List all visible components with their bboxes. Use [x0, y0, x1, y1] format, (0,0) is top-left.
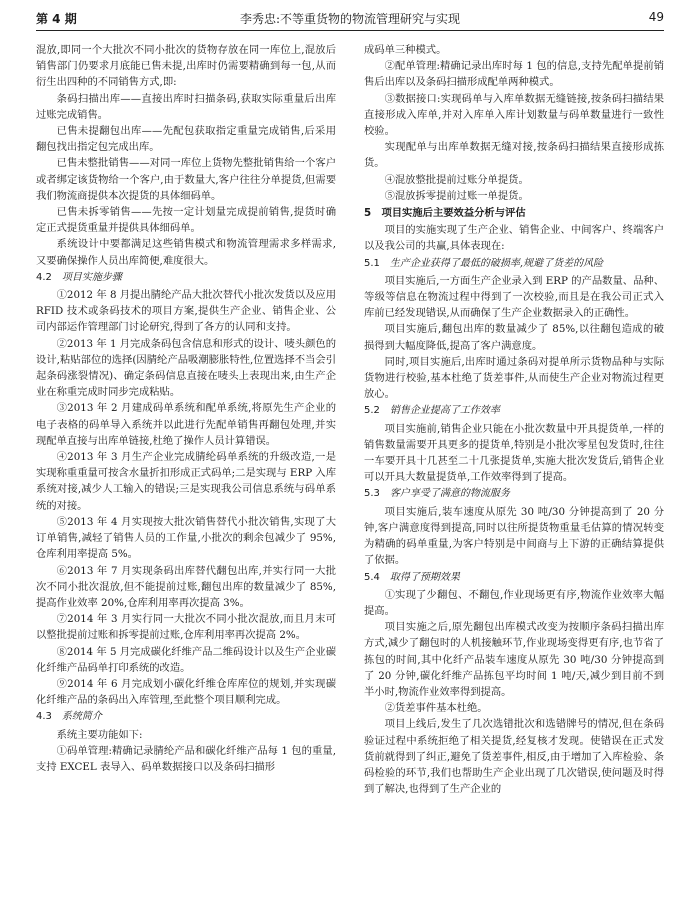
paragraph: 条码扫描出库——直接出库时扫描条码,获取实际重量后出库过账完成销售。: [36, 92, 336, 121]
paragraph: ⑤2013 年 4 月实现按大批次销售替代小批次销售,实现了大订单销售,减轻了销售人员的工作量,小批次的剩余包减少了 95%,仓库利用率提高 5%。: [36, 515, 336, 561]
paragraph: 已售未整批销售——对同一库位上货物先整批销售给一个客户或者绑定该货物给一个客户,由于数量大,客户往往分单提货,但需要我们物流商提供本次提货的具体细码单。: [36, 157, 336, 202]
paragraph: 系统主要功能如下:: [56, 728, 143, 741]
section-title: 取得了预期效果: [389, 571, 460, 583]
section-title: 项目实施步骤: [61, 271, 122, 283]
section-number: 5.1: [364, 257, 380, 269]
section-number: 5.3: [364, 488, 380, 500]
paragraph: 系统设计中要都满足这些销售模式和物流管理需求多样需求,又要确保操作人员出库简便,难度很大。: [36, 238, 336, 267]
paragraph: ①实现了少翻包、不翻包,作业现场更有序,物流作业效率大幅提高。: [364, 588, 664, 617]
paragraph: 项目的实施实现了生产企业、销售企业、中间客户、终端客户以及我公司的共赢,具体表现在:: [364, 224, 664, 253]
page-number: 49: [648, 10, 664, 24]
section-heading-4-2: [36, 270, 336, 286]
paragraph: ①2012 年 8 月提出腈纶产品大批次替代小批次发货以及应用 RFID 技术或条码技术的项目方案,提供生产企业、销售企业、公司内部运作管理部门讨论研究,得到了各方的认同和支持。: [36, 289, 336, 334]
paragraph: ③2013 年 2 月建成码单系统和配单系统,将原先生产企业的电子表格的码单导入系统并以此进行先配单销售再翻包处理,并实现配单直接与出库单链接,杜绝了操作人员计算错误。: [36, 402, 336, 447]
paragraph: ④2013 年 3 月生产企业完成腈纶码单系统的升级改造,一是实现称重重量可按含水量折扣形成正式码单;二是实现与 ERP 入库系统对接,减少人工输入的错误;三是实现我公司信息系统与码单系统的对接。: [36, 451, 336, 512]
paragraph: ②货差事件基本杜绝。: [384, 702, 488, 715]
section-title: 项目实施后主要效益分析与评估: [381, 207, 526, 220]
section-heading-5-4: [364, 570, 664, 586]
paragraph: ⑤混放拆零提前过账一单提货。: [384, 189, 529, 202]
section-heading-5-3: [364, 486, 664, 502]
section-heading-4-3: [36, 709, 336, 725]
left-column: [36, 42, 336, 775]
section-heading-5: [364, 205, 664, 221]
paragraph: 已售未提翻包出库——先配包获取指定重量完成销售,后采用翻包找出指定包完成出库。: [36, 125, 336, 154]
section-number: 5: [364, 207, 372, 220]
section-title: 客户享受了满意的物流服务: [389, 488, 510, 500]
paragraph: ⑨2014 年 6 月完成划小碳化纤维仓库库位的规划,并实现碳化纤维产品的条码出入库管理,至此整个项目顺利完成。: [36, 677, 336, 707]
paragraph: ③数据接口:实现码单与入库单数据无缝链接,按条码扫描结果直接形成入库单,并对入库单入库计划数量与码单数量进行一致性校验。: [364, 92, 664, 138]
paragraph: ⑦2014 年 3 月实行同一大批次不同小批次混放,而且月末可以整批提前过账和拆零提前过账,仓库利用率再次提高 2%。: [36, 613, 336, 642]
section-title: 销售企业提高了工作效率: [389, 405, 500, 417]
paragraph: 已售未拆零销售——先按一定计划量完成提前销售,提货时确定正式提货重量并提供具体细码单。: [36, 206, 336, 235]
paragraph: 项目实施之后,原先翻包出库模式改变为按顺序条码扫描出库方式,减少了翻包时的人机接触环节,作业现场变得更有序,也节省了拣包的时间,其中化纤产品装车速度从原先 30 吨/30 分钟提高到了 20 分钟,碳化纤维产品拣包平均时间 1 吨/天,减少到目前不到半小时,物流作业效率得到提高。: [364, 621, 664, 698]
issue-number: 第 4 期: [36, 12, 77, 26]
paragraph: 项目实施前,销售企业只能在小批次数量中开具提货单,一样的销售数量需要开具更多的提货单,特别是小批次零星包发货时,往往一车要开具十几甚至二十几张提货单,实施大批次发货后,销售企业可以开具大数量提货单,工作效率得到了提高。: [364, 422, 664, 484]
section-number: 4.2: [36, 271, 52, 283]
paragraph: 同时,项目实施后,出库时通过条码对提单所示货物品种与实际货物进行校验,基本杜绝了货差事件,从而使生产企业对物流过程更放心。: [364, 355, 664, 401]
section-heading-5-1: [364, 256, 664, 272]
section-heading-5-2: [364, 403, 664, 419]
section-number: 5.4: [364, 571, 380, 583]
paragraph: ②配单管理:精确记录出库时每 1 包的信息,支持先配单提前销售后出库以及条码扫描形成配单两种模式。: [364, 60, 664, 89]
paragraph: 项目实施后,一方面生产企业录入到 ERP 的产品数量、品种、等级等信息在物流过程中得到了一次校验,而且是在我公司正式入库前已经发现错误,从而确保了生产企业数据录入的正确性。: [364, 274, 664, 320]
paragraph: 项目实施后,翻包出库的数量减少了 85%,以往翻包造成的破损得到大幅度降低,提高了客户满意度。: [364, 323, 664, 352]
section-number: 4.3: [36, 711, 52, 723]
paragraph: 项目上线后,发生了几次选错批次和选错牌号的情况,但在条码验证过程中系统拒绝了相关提货,经复核才发现。使错误在正式发货前就得到了纠正,避免了货差事件,相反,由于增加了入库检验、条码检验的环节,我们也帮助生产企业出现了几次错误,使问题及时得到了解决,也得到了生产企业的: [364, 718, 664, 796]
right-column: [364, 42, 664, 797]
paragraph: 项目实施后,装车速度从原先 30 吨/30 分钟提高到了 20 分钟,客户满意度得到提高,同时以往所提货物重量毛估算的情况转变为精确的码单重量,为客户特别是中间商与上下游的正确结算提供了依据。: [364, 505, 664, 567]
paragraph: ②2013 年 1 月完成条码包含信息和形式的设计、唛头颜色的设计,粘贴部位的选择(因腈纶产品吸潮膨胀特性,位置选择不当会引起条码涨裂情况)、确定条码信息直接在唛头上表现出来,由生产企业在称重完成时同步完成粘贴。: [36, 337, 336, 399]
section-title: 生产企业获得了最低的破损率,规避了货差的风险: [389, 257, 604, 269]
paragraph: ①码单管理:精确记录腈纶产品和碳化纤维产品每 1 包的重量,支持 EXCEL 表导入、码单数据接口以及条码扫描形: [36, 744, 336, 773]
paragraph: 混放,即同一个大批次不同小批次的货物存放在同一库位上,混放后销售部门仍要求月底能已售未提,出库时仍需要精确到每一包,从而衍生出四种的不同销售方式,即:: [36, 44, 336, 89]
running-header: [36, 0, 664, 31]
paragraph: ④混放整批提前过账分单提货。: [384, 173, 529, 186]
running-title: 李秀忠:不等重货物的物流管理研究与实现: [239, 12, 461, 26]
paragraph: ⑥2013 年 7 月实现条码出库替代翻包出库,并实行同一大批次不同小批次混放,但不能提前过账,翻包出库的数量减少了 85%,提高作业效率 20%,仓库利用率再次提高 3%。: [36, 564, 336, 609]
paragraph: ⑧2014 年 5 月完成碳化纤维产品二维码设计以及生产企业碳化纤维产品码单打印系统的改造。: [36, 645, 336, 674]
paragraph: 实现配单与出库单数据无缝对接,按条码扫描结果直接形成拣货。: [364, 141, 664, 170]
section-number: 5.2: [364, 405, 380, 417]
section-title: 系统简介: [61, 711, 102, 723]
paragraph: 成码单三种模式。: [364, 44, 447, 56]
